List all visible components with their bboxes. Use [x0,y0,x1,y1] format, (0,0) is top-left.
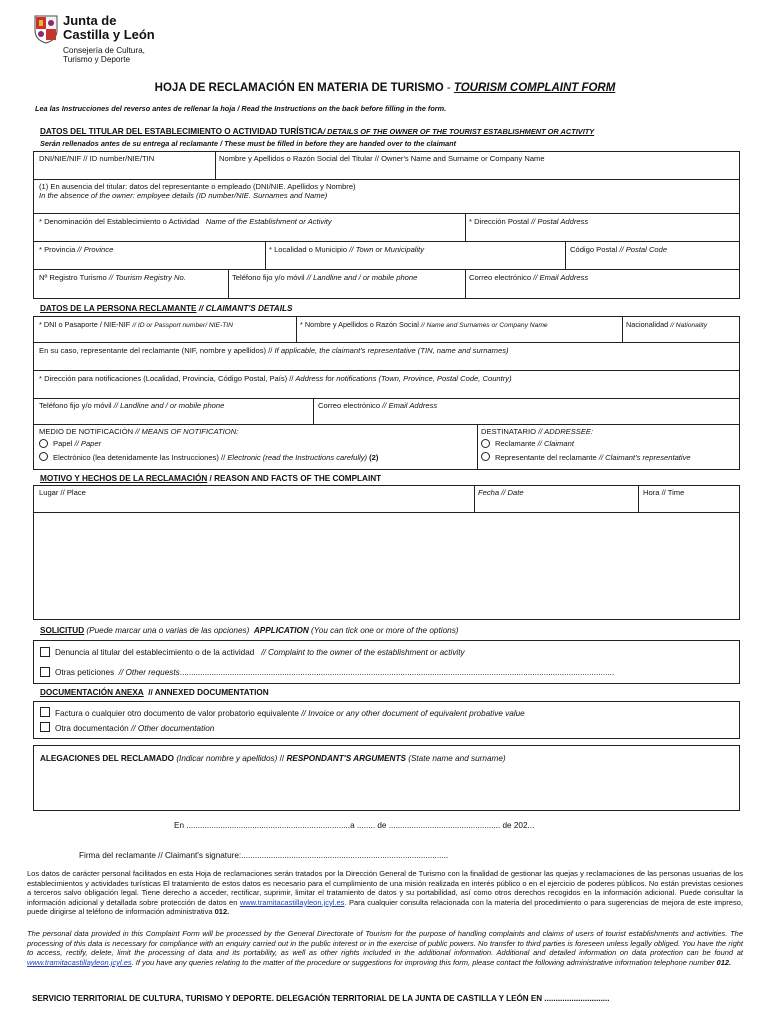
claimant-nat-en: // Nationality [670,322,708,329]
docs-opt1-en: // Invoice or any other document of equivalent probative value [298,709,525,718]
owner-phone-es: Teléfono fijo y/o móvil [232,273,305,282]
owner-estab-es: * Denominación del Establecimiento o Actividad [39,217,200,226]
logo-line-1: Junta de [63,13,117,28]
claimant-rep-field[interactable] [39,347,509,355]
owner-estab-en: Name of the Establishment or Activity [205,217,332,226]
claimant-nat-es: Nacionalidad [626,320,669,329]
opt2-en: // Other requests [118,668,180,677]
reason-heading [40,474,381,483]
claimant-phone-field[interactable] [39,402,224,410]
owner-email-en: // Email Address [533,273,589,282]
repr-es: Representante del reclamante [495,453,597,462]
docs-opt2-en: // Other documentation [128,724,215,733]
owner-name-field[interactable]: Nombre y Apellidos o Razón Social del Titular // Owner's Name and Surname or Company Name [219,154,545,163]
application-note-en: (You can tick one or more of the options) [308,626,459,635]
privacy-es-phone: 012. [214,907,230,917]
reason-heading-en: / REASON AND FACTS OF THE COMPLAINT [207,474,382,483]
application-note-es: (Puede marcar una o varias de las opciones) [84,626,250,635]
means-es: MEDIO DE NOTIFICACIÓN [39,427,134,436]
paper-label [53,440,101,448]
claimant-option-label [495,440,574,448]
addressee-es: DESTINATARIO [481,427,536,436]
elec-en: Electronic (read the Instructions carefully) [225,453,368,462]
docs-heading-es: DOCUMENTACIÓN ANEXA [40,688,144,697]
form-title [0,82,770,95]
owner-addr-en: // Postal Address [531,217,589,226]
title-en: TOURISM COMPLAINT FORM [453,82,616,94]
means-en: // MEANS OF NOTIFICATION: [133,427,239,436]
elec-es: Electrónico (lea detenidamente las Instrucciones) // [53,453,226,462]
privacy-es-text: Los datos de carácter personal facilitados en esta Hoja de reclamaciones serán tratados por la Dirección General de Turismo con la finalidad de gestionar las quejas y reclamaciones de las personas usuarias de los establecimientos y actividades turísticas El tratamiento de estos datos es necesario para el cumplimiento de una misión realizada en interés público o en el ejercicio de poderes públicos. No están previstas cesiones a terceros salvo obligación legal. Tiene derecho a acceder, rectificar, suprimir, limitar el tratamiento de datos y su portabilidad, así como otros derechos recogidos en la información adicional. Puede consultar la información adicional y detallada sobre protección de datos en [27,869,743,907]
paper-radio[interactable] [39,439,48,448]
claimant-phone-en: // Landline and / or mobile phone [113,401,225,410]
owner-reg-en: // Tourism Registry No. [108,273,186,282]
owner-reg-es: Nº Registro Turismo [39,273,107,282]
claimant-name-es: * Nombre y Apellidos o Razón Social [300,320,419,329]
opt1-es: Denuncia al titular del establecimiento o de la actividad [55,648,255,657]
claimant-id-field[interactable] [39,321,233,329]
signature-line[interactable]: Firma del reclamante // Claimant's signature:........................................................................................... [79,851,449,860]
owner-prov-field[interactable] [39,246,113,254]
application-heading [40,626,459,635]
owner-rep-field[interactable]: (1) En ausencia del titular: datos del representante o empleado (DNI/NIE. Apellidos y Nombre) [39,182,356,191]
claimant-heading-en: // CLAIMANT'S DETAILS [196,304,293,313]
owner-town-es: * Localidad o Municipio [269,245,348,254]
claimant-email-es: Correo electrónico [318,401,381,410]
opt2-dots: ............................................................................................................................................................................................... [179,668,615,677]
owner-heading-en: / DETAILS OF THE OWNER OF THE TOURIST ESTABLISHMENT OR ACTIVITY [323,127,595,136]
owner-id-field[interactable]: DNI/NIE/NIF // ID number/NIE/TIN [39,154,155,163]
invoice-label [55,709,525,718]
invoice-checkbox[interactable] [40,707,50,717]
docs-heading [40,688,269,697]
owner-note: Serán rellenados antes de su entrega al reclamante / These must be filled in before they are handed over to the claimant [40,139,457,148]
docs-heading-en: // ANNEXED DOCUMENTATION [148,688,269,697]
footer-service: SERVICIO TERRITORIAL DE CULTURA, TURISMO Y DEPORTE. DELEGACIÓN TERRITORIAL DE LA JUNTA DE CASTILLA Y LEÓN EN ............................. [32,994,610,1003]
arguments-sep: // [277,754,287,763]
privacy-es-link[interactable]: www.tramitacastillayleon.jcyl.es [239,897,345,907]
claimant-radio[interactable] [481,439,490,448]
owner-town-field[interactable] [269,246,424,254]
claimant-id-es: * DNI o Pasaporte / NIE-NIF [39,320,131,329]
application-box [33,640,740,684]
paper-en: // Paper [72,439,102,448]
owner-rep-en: In the absence of the owner: employee details (ID number/NIE. Surnames and Name) [39,191,328,200]
elec-note: (2) [367,453,379,462]
arguments-note-en: (State name and surname) [405,754,506,763]
arguments-heading-es: ALEGACIONES DEL RECLAMADO [40,754,175,763]
docs-opt1-es: Factura o cualquier otro documento de valor probatorio equivalente [55,709,299,718]
claimant-heading-es: DATOS DE LA PERSONA RECLAMANTE [40,304,197,313]
owner-town-en: // Town or Municipality [349,245,425,254]
complaint-owner-label [55,648,465,657]
place-date-line[interactable]: En ........................................................................a ........ de ................................................. de 202... [174,821,535,830]
title-sep: - [443,82,454,94]
owner-phone-en: // Landline and / or mobile phone [306,273,418,282]
owner-phone-field[interactable] [232,274,417,282]
owner-addr-es: * Dirección Postal [469,217,529,226]
claimant-phone-es: Teléfono fijo y/o móvil [39,401,112,410]
opt2-es: Otras peticiones [55,668,115,677]
owner-prov-en: // Province [77,245,114,254]
owner-email-es: Correo electrónico [469,273,532,282]
representative-radio[interactable] [481,452,490,461]
privacy-en-link[interactable]: www.tramitacastillayleon.jcyl.es [27,957,132,967]
claimant-opt-es: Reclamante [495,439,536,448]
title-es: HOJA DE RECLAMACIÓN EN MATERIA DE TURISMO [154,82,444,94]
application-heading-es: SOLICITUD [40,626,85,635]
owner-email-field[interactable] [469,274,588,282]
claimant-rep-en: If applicable, the claimant's representative (TIN, name and surnames) [272,346,509,355]
coat-of-arms-icon [33,14,59,44]
complaint-owner-checkbox[interactable] [40,647,50,657]
logo-line-2: Castilla y León [63,27,155,42]
owner-prov-es: * Provincia [39,245,76,254]
claimant-table [33,316,740,470]
docs-opt2-es: Otra documentación [55,724,129,733]
means-label [39,428,238,436]
claimant-addr-es: * Dirección para notificaciones (Localidad, Provincia, Código Postal, País) // [39,374,294,383]
representative-option-label [495,454,691,462]
claimant-name-field[interactable] [300,321,548,329]
claimant-addr-field[interactable] [39,375,512,383]
logo [33,14,248,76]
repr-en: // Claimant's representative [596,453,691,462]
other-requests-label [55,668,614,677]
other-docs-checkbox[interactable] [40,722,50,732]
claimant-nat-field[interactable] [626,321,707,329]
claimant-addr-en: Address for notifications (Town, Province, Postal Code, Country) [293,374,512,383]
electronic-radio[interactable] [39,452,48,461]
privacy-en-text: The personal data provided in this Complaint Form will be processed by the General Directorate of Tourism for the purpose of handling complaints and claims of users of tourist establishments and activities. The processing of this data is necessary for compliance with an enquiry carried out in the public interest or in the exercise of public powers. No transfer to third parties is foreseen unless legally obliged. You have the right to access, rectify, delete, limit the processing of data and its portability, as well as other rights included in the additional information. Additional and detailed information on data protection can be found at [27,929,743,958]
owner-addr-field[interactable] [469,218,588,226]
other-docs-label [55,724,214,733]
privacy-en-phone: 012. [716,957,732,967]
claimant-id-en: // ID or Passport number/ NIE-TIN [132,322,233,329]
addressee-en: // ADDRESSEE: [536,427,594,436]
owner-reg-field[interactable] [39,274,186,282]
privacy-es [27,869,743,917]
other-requests-checkbox[interactable] [40,667,50,677]
dept-line-2: Turismo y Deporte [63,55,131,64]
privacy-es-text2: . Para cualquier consulta relacionada con la materia del procedimiento o para sugerencias de mejora de este impreso, puede dirigirse al teléfono de información administrativa [27,897,743,917]
claimant-email-field[interactable] [318,402,437,410]
reason-box[interactable] [33,485,740,620]
owner-zip-field[interactable] [570,246,667,254]
owner-zip-en: // Postal Code [619,245,668,254]
application-heading-en: APPLICATION [253,626,309,635]
claimant-heading [40,304,292,313]
reason-heading-es: MOTIVO Y HECHOS DE LA RECLAMACIÓN [40,474,208,483]
opt1-en: // Complaint to the owner of the establishment or activity [261,648,465,657]
dept-line-1: Consejería de Cultura, [63,46,145,55]
claimant-name-en: // Name and Surnames or Company Name [420,322,548,329]
privacy-en-text2: . If you have any queries relating to the matter of the procedure or suggestions for improving this form, please contact the following administrative information telephone number [131,957,715,967]
owner-estab-field[interactable] [39,218,332,226]
docs-box [33,701,740,739]
time-field[interactable]: Hora // Time [643,488,685,497]
instructions: Lea las Instrucciones del reverso antes de rellenar la hoja / Read the Instructions on the back before filling in the form. [35,104,447,113]
owner-heading-es: DATOS DEL TITULAR DEL ESTABLECIMIENTO O ACTIVIDAD TURÍSTICA [40,127,324,136]
arguments-heading-en: RESPONDANT'S ARGUMENTS [286,754,406,763]
electronic-label [53,454,378,462]
paper-es: Papel [53,439,73,448]
arguments-note-es: (Indicar nombre y apellidos) [174,754,278,763]
addressee-label [481,428,593,436]
claimant-email-en: // Email Address [382,401,438,410]
owner-zip-es: Código Postal [570,245,618,254]
privacy-en [27,929,743,967]
owner-heading [40,127,594,136]
arguments-heading [40,754,506,763]
date-field[interactable]: Fecha // Date [478,488,524,497]
place-field[interactable]: Lugar // Place [39,488,86,497]
claimant-opt-en: // Claimant [535,439,574,448]
claimant-rep-es: En su caso, representante del reclamante (NIF, nombre y apellidos) // [39,346,273,355]
